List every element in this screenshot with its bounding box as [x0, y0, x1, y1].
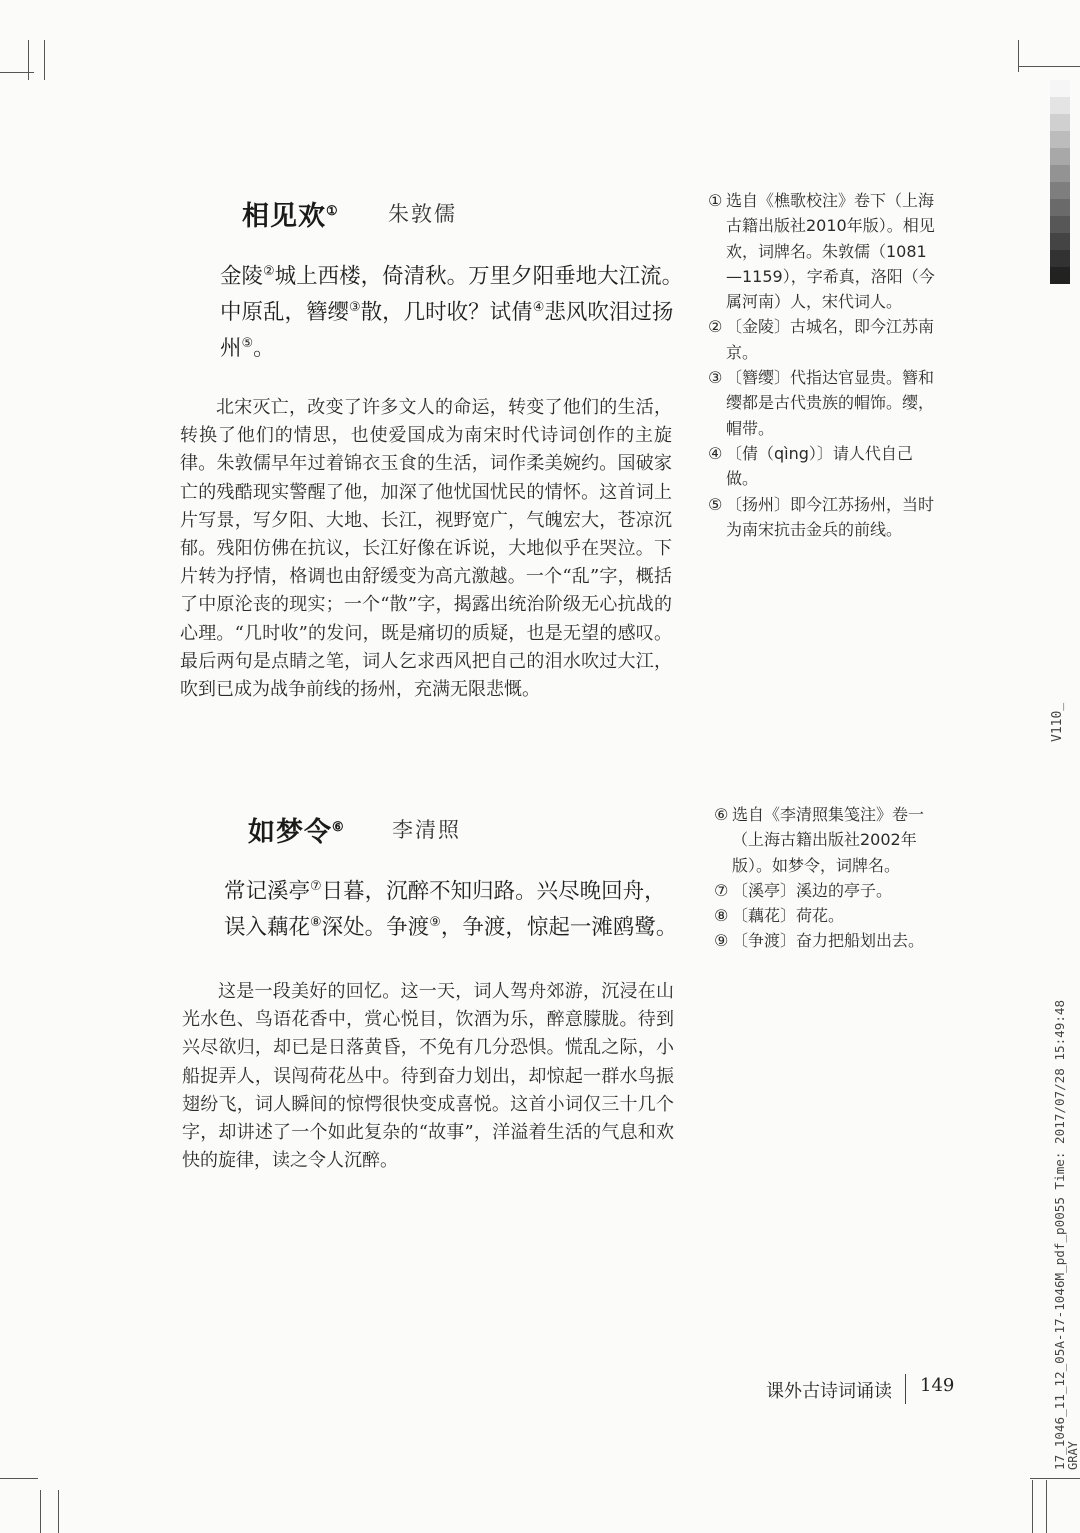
poem2-author: 李清照	[392, 818, 461, 842]
crop-mark	[1018, 66, 1080, 67]
crop-mark	[1046, 1480, 1047, 1533]
poem1-notes	[708, 188, 940, 542]
note-number: ⑦	[714, 880, 729, 900]
note-number: ①	[708, 191, 723, 210]
grayscale-swatch	[1050, 199, 1070, 216]
crop-mark	[1032, 1480, 1033, 1533]
note-item	[708, 441, 940, 492]
note-text: 〔争渡〕奋力把船划出去。	[732, 931, 925, 951]
grayscale-swatch	[1050, 182, 1070, 199]
poem2-title-text: 如梦令	[248, 817, 332, 848]
grayscale-swatch	[1050, 267, 1070, 284]
gray-label: GRAY	[1066, 1441, 1080, 1470]
grayscale-swatch	[1050, 114, 1070, 131]
grayscale-swatch	[1050, 131, 1070, 148]
poem2-text: 日暮，沉醉不知归路。兴尽晚回舟，误入藕花	[224, 879, 666, 940]
footer-section: 课外古诗词诵读	[766, 1381, 892, 1402]
grayscale-swatch	[1050, 165, 1070, 182]
grayscale-swatch	[1050, 148, 1070, 165]
note-item	[714, 802, 946, 878]
note-item	[708, 188, 940, 314]
note-text: 选自《樵歌校注》卷下（上海古籍出版社2010年版）。相见欢，词牌名。朱敦儒（1081—1159），字希真，洛阳（今属河南）人，宋代词人。	[726, 191, 935, 312]
poem2-ref: ⑨	[429, 914, 441, 930]
print-info: 17_1046_11_12_05A-17-1046M_pdf_p0055 Time: 2017/07/28 15:49:48	[1052, 999, 1067, 1470]
poem1-title-text: 相见欢	[242, 201, 326, 232]
note-text: 〔金陵〕古城名，即今江苏南京。	[726, 317, 935, 362]
note-item	[708, 314, 940, 365]
poem1-title-ref: ①	[326, 204, 339, 219]
poem1-author: 朱敦儒	[388, 202, 457, 226]
crop-mark	[58, 1490, 59, 1533]
poem2-ref: ⑧	[310, 914, 322, 930]
poem1-commentary: 北宋灭亡，改变了许多文人的命运，转变了他们的生活，转换了他们的情思，也使爱国成为南宋时代诗词创作的主旋律。朱敦儒早年过着锦衣玉食的生活，词作柔美婉约。国破家亡的残酷现实警醒了他，加深了他忧国忧民的情怀。这首词上片写景，写夕阳、大地、长江，视野宽广，气魄宏大，苍凉沉郁。残阳仿佛在抗议，长江好像在诉说，大地似乎在哭泣。下片转为抒情，格调也由舒缓变为高亢激越。一个“乱”字，概括了中原沦丧的现实；一个“散”字，揭露出统治阶级无心抗战的心理。“几时收”的发问，既是痛切的质疑，也是无望的感叹。最后两句是点睛之笔，词人乞求西风把自己的泪水吹过大江，吹到已成为战争前线的扬州，充满无限悲慨。	[180, 397, 672, 701]
note-number: ⑥	[714, 805, 729, 824]
poem2-title-ref: ⑥	[332, 820, 345, 835]
note-number: ④	[708, 443, 723, 463]
grayscale-swatch	[1050, 97, 1070, 114]
grayscale-swatch	[1050, 216, 1070, 233]
poem1-text: 。	[253, 336, 275, 361]
note-number: ⑨	[714, 931, 729, 951]
poem2-line	[180, 874, 680, 946]
poem1-text: 金陵	[220, 264, 264, 289]
poem2-ref: ⑦	[310, 878, 322, 894]
crop-mark	[1030, 1478, 1080, 1479]
poem1-ref: ②	[263, 263, 275, 279]
grayscale-bar	[1050, 80, 1070, 284]
note-number: ②	[708, 317, 723, 337]
note-text: 〔溪亭〕溪边的亭子。	[732, 880, 893, 900]
poem1-ref: ⑤	[241, 335, 254, 351]
poem2-title	[248, 810, 345, 849]
poem1-ref: ④	[532, 299, 545, 315]
note-text: 〔簪缨〕代指达官显贵。簪和缨都是古代贵族的帽饰。缨，帽带。	[726, 368, 935, 438]
poem2-text: ，争渡，惊起一滩鸥鹭。	[440, 915, 678, 940]
poem2-text: 常记溪亭	[224, 879, 311, 904]
crop-mark	[40, 1490, 41, 1533]
note-text: 〔藕花〕荷花。	[732, 906, 845, 926]
note-text: 〔倩（qìng）〕请人代自己做。	[726, 443, 913, 489]
crop-mark	[1018, 40, 1019, 72]
note-item	[714, 878, 946, 903]
crop-mark	[0, 1478, 38, 1479]
note-item	[708, 492, 940, 543]
note-text: 选自《李清照集笺注》卷一（上海古籍出版社2002年版）。如梦令，词牌名。	[732, 805, 925, 875]
note-number: ⑤	[708, 494, 723, 514]
poem1-line	[176, 259, 694, 367]
poem2-text: 深处。争渡	[321, 915, 430, 940]
footer-divider	[905, 1374, 906, 1404]
note-item	[708, 365, 940, 441]
crop-mark	[28, 40, 29, 80]
poem1-title	[242, 194, 339, 233]
poem1-ref: ③	[349, 299, 361, 315]
poem2-body	[180, 874, 680, 946]
poem2-notes	[714, 802, 946, 954]
grayscale-swatch	[1050, 233, 1070, 250]
poem1-text: 城上西楼，倚清秋。万里夕阳垂地大江流。 中原乱，簪缨	[220, 264, 694, 325]
poem2-commentary: 这是一段美好的回忆。这一天，词人驾舟郊游，沉浸在山光水色、鸟语花香中，赏心悦目，饮酒为乐，醉意朦胧。待到兴尽欲归，却已是日落黄昏，不免有几分恐惧。慌乱之际，小船捉弄人，误闯荷花丛中。待到奋力划出，却惊起一群水鸟振翅纷飞，词人瞬间的惊愕很快变成喜悦。这首小词仅三十几个字，却讲述了一个如此复杂的“故事”，洋溢着生活的气息和欢快的旋律，读之令人沉醉。	[182, 981, 674, 1172]
margin-code: V110_	[1050, 702, 1065, 742]
poem1-text: 散，几时收？试倩	[360, 300, 533, 325]
note-number: ⑧	[714, 906, 729, 926]
note-item	[714, 903, 946, 928]
page-number: 149	[920, 1375, 955, 1396]
grayscale-swatch	[1050, 250, 1070, 267]
note-item	[714, 928, 946, 953]
poem1-text: 悲风吹泪过扬州	[220, 300, 674, 361]
note-number: ③	[708, 368, 723, 388]
crop-mark	[44, 40, 45, 80]
grayscale-swatch	[1050, 80, 1070, 97]
poem1-body	[176, 259, 694, 367]
note-text: 〔扬州〕即今江苏扬州，当时为南宋抗击金兵的前线。	[726, 494, 935, 539]
